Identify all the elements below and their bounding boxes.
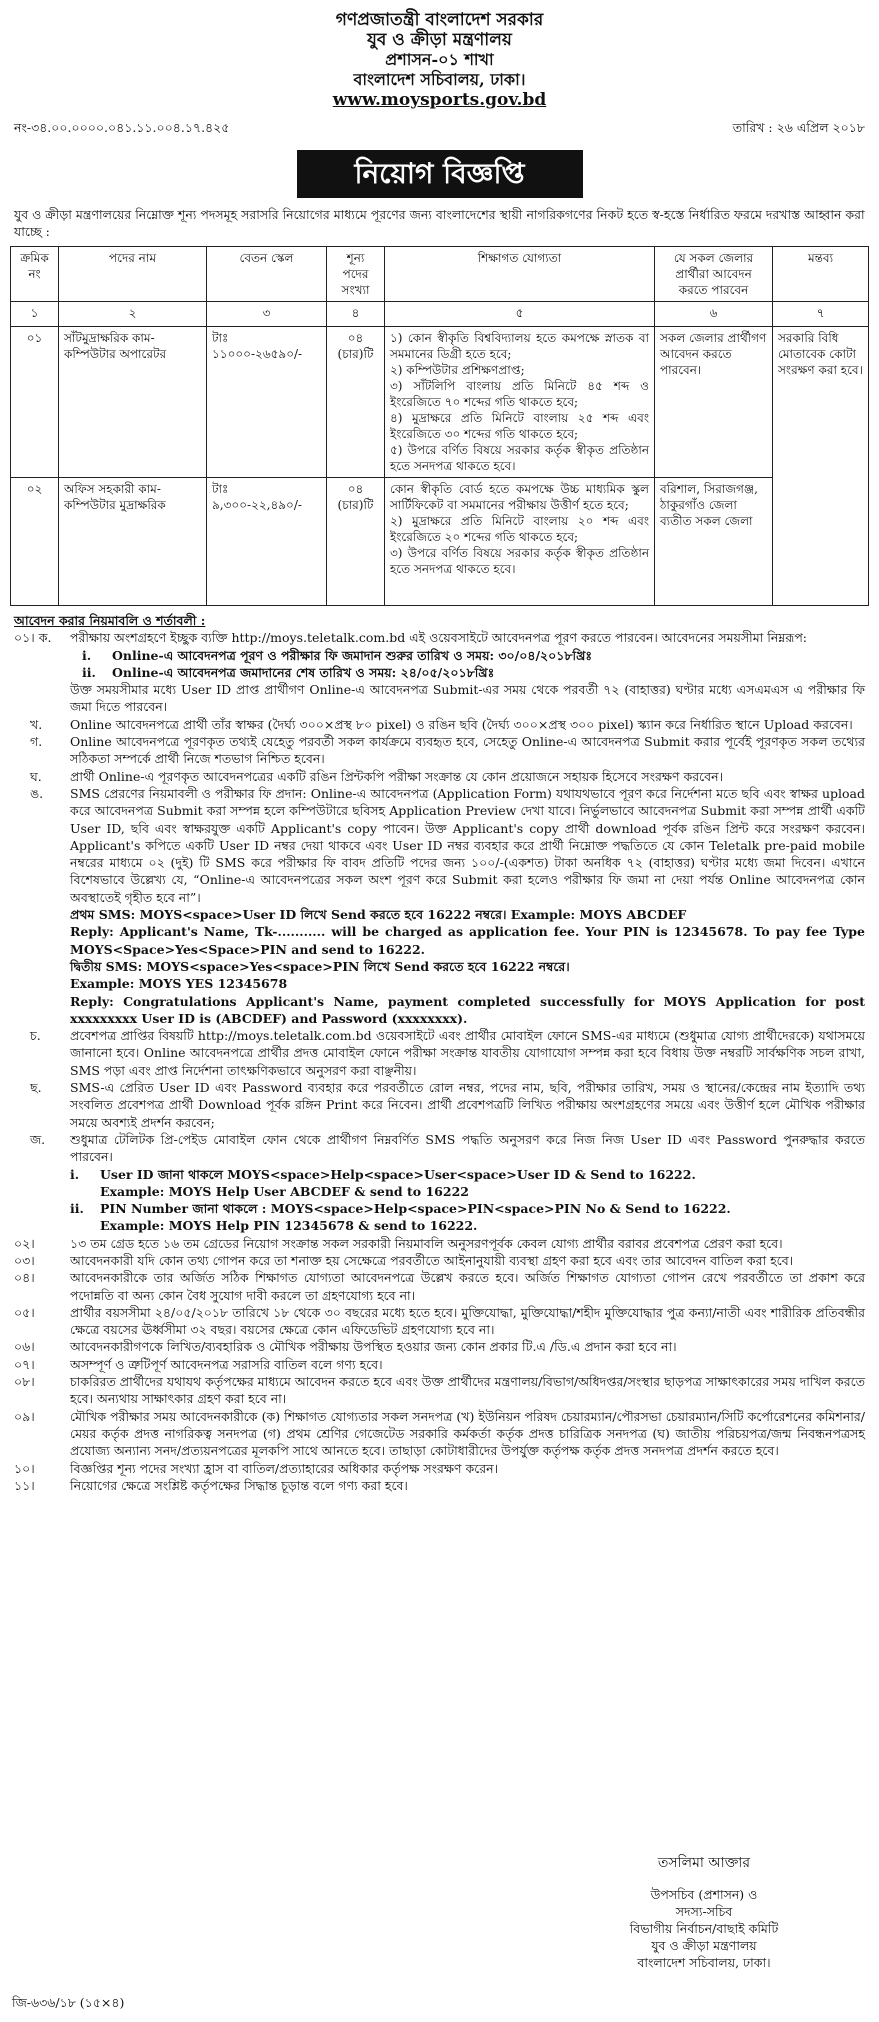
col-header: বেতন স্কেল	[207, 247, 327, 302]
sms-second: দ্বিতীয় SMS: MOYS<space>Yes<space>PIN লিখে Send করতে হবে 16222 নম্বরে।	[70, 958, 570, 974]
rule-text: অসম্পূর্ণ ও ত্রুটিপূর্ণ আবেদনপত্র সরাসরি বাতিল বলে গণ্য হবে।	[70, 1356, 383, 1372]
footer-code: জি-৬৩৬/১৮ (১৫×৪)	[12, 1995, 125, 2010]
signature-block	[589, 1855, 819, 1971]
qualification-cell	[385, 478, 655, 606]
memo-number: নং-৩৪.০০.০০০০.০৪১.১১.০০৪.১৭.৪২৫	[14, 120, 230, 135]
district-cell: বরিশাল, সিরাজগঞ্জ, ঠাকুরগাঁও জেলা ব্যতীত সকল জেলা	[655, 478, 773, 606]
signatory-role: সদস্য-সচিব	[675, 1904, 733, 1919]
clause-ja-ii	[14, 1200, 865, 1235]
sms-reply-second: Reply: Congratulations Applicant's Name, payment completed successfully for MOYS Application for post xxxxxxxxx User ID is (ABCDEF) and Password (xxxxxxxx).	[70, 993, 865, 1026]
notice-title-banner: নিয়োগ বিজ্ঞপ্তি	[297, 150, 583, 198]
rule-02	[14, 1235, 865, 1252]
rule-number: ১১।	[14, 1477, 35, 1493]
clause-letter: জ.	[30, 1131, 46, 1147]
rule-11	[14, 1477, 865, 1494]
qualification-item: ৫) উপরে বর্ণিত বিষয়ে সরকার কর্তৃক স্বীকৃত প্রতিষ্ঠান হতে সনদপত্র থাকতে হবে।	[390, 443, 649, 473]
signatory-committee: বিভাগীয় নির্বাচন/বাছাই কমিটি	[629, 1921, 779, 1936]
qualification-item: ২) মুদ্রাক্ষরে প্রতি মিনিটে বাংলায় ২০ শব্দ এবং ইংরেজিতে ২০ শব্দের গতি থাকতে হবে;	[390, 514, 649, 544]
sms-first: প্রথম SMS: MOYS<space>User ID লিখে Send করতে হবে 16222 নম্বরে। Example: MOYS ABCDEF	[70, 907, 687, 923]
col-number: ৩	[207, 302, 327, 327]
rule-number: ০৩।	[14, 1252, 35, 1268]
table-header-row	[11, 247, 869, 302]
qualification-item: ৪) মুদ্রাক্ষরে প্রতি মিনিটে বাংলায় ২৫ শব্দ এবং ইংরেজিতে ৩০ শব্দের গতি থাকতে হবে;	[390, 411, 649, 441]
qualification-item: ১) কোন স্বীকৃতি বিশ্ববিদ্যালয় হতে কমপক্ষে স্নাতক বা সমমানের ডিগ্রী হতে হবে;	[390, 331, 649, 361]
ministry-name: যুব ও ক্রীড়া মন্ত্রণালয়	[367, 30, 512, 50]
rule-number: ০৫।	[14, 1304, 35, 1320]
clause-letter: খ.	[30, 716, 43, 732]
clause-cha-text: প্রবেশপত্র প্রাপ্তির বিষয়টি http://moys.teletalk.com.bd ওয়েবসাইটে এবং প্রার্থীর মোবাইল ফোনে SMS-এর মাধ্যমে (শুধুমাত্র যোগ্য প্রার্থীদেরকে) যথাসময়ে জানানো হবে। Online আবেদনপত্রে প্রার্থীর প্রদত্ত মোবাইল ফোনে পরীক্ষা সংক্রান্ত যাবতীয় যোগাযোগ সম্পন্ন করা হবে বিধায় উক্ত নম্বরটি সার্বক্ষণিক সচল রাখা, SMS পড়া এবং প্রাপ্ত নির্দেশনা তাৎক্ষণিকভাবে অনুসরণ করা বাঞ্ছনীয়।	[70, 1028, 865, 1078]
post-name-cell: সাঁটমুদ্রাক্ষরিক কাম-কম্পিউটার অপারেটর	[59, 327, 207, 478]
qualification-item: ২) কম্পিউটার প্রশিক্ষণপ্রাপ্ত;	[390, 363, 525, 377]
clause-letter: ঘ.	[30, 768, 42, 784]
sms-example-second: Example: MOYS YES 12345678	[70, 976, 288, 992]
office-address: বাংলাদেশ সচিবালয়, ঢাকা।	[353, 70, 526, 89]
clause-gha-text: প্রার্থী Online-এ পূরণকৃত আবেদনপত্রের একটি রঙিন প্রিন্টকপি পরীক্ষা সংক্রান্ত যে কোন প্রয়োজনে সহায়ক হিসেবে সংরক্ষণ করবেন।	[70, 768, 724, 784]
rule-number: ০৬।	[14, 1339, 35, 1355]
clause-ka-text: পরীক্ষায় অংশগ্রহণে ইচ্ছুক ব্যক্তি http://moys.teletalk.com.bd এই ওয়েবসাইটে আবেদনপত্র পূরণ করতে পারবেন। আবেদনের সময়সীমা নিম্নরূপ:	[70, 630, 808, 646]
clause-ga-text: Online আবেদনপত্রে পূরণকৃত তথ্যই যেহেতু পরবর্তী সকল কার্যক্রমে ব্যবহৃত হবে, সেহেতু Online-এ আবেদনপত্র Submit করার পূর্বেই পূরণকৃত সকল তথ্যের সঠিকতা সম্পর্কে প্রার্থী নিজে শতভাগ নিশ্চিত হবেন।	[70, 734, 865, 767]
clause-ja-ii-body	[100, 1200, 865, 1235]
clause-kha-text: Online আবেদনপত্রে প্রার্থী তাঁর স্বাক্ষর (দৈর্ঘ্য ৩০০×প্রস্থ ৮০ pixel) ও রঙিন ছবি (দৈর্ঘ্য ৩০০×প্রস্থ ৩০০ pixel) স্ক্যান করে নির্ধারিত স্থানে Upload করবেন।	[70, 716, 853, 732]
col-header: যে সকল জেলার প্রার্থীরা আবেদন করতে পারবেন	[655, 247, 773, 302]
rule-text: চাকরিরত প্রার্থীদের যথাযথ কর্তৃপক্ষের মাধ্যমে আবেদন করতে হবে এবং উক্ত প্রার্থীদের মন্ত্রণালয়/বিভাগ/অধিদপ্তর/সংস্থার ছাড়পত্র সাক্ষাৎকারের সময় দাখিল করতে হবে। অন্যথায় সাক্ষাৎকার গ্রহণ করা হবে না।	[70, 1374, 865, 1407]
rule-number-text: ০১।	[14, 630, 35, 646]
clause-ka-note: উক্ত সময়সীমার মধ্যে User ID প্রাপ্ত প্রার্থীগণ Online-এ আবেদনপত্র Submit-এর সময় থেকে পরবর্তী ৭২ (বাহাত্তর) ঘণ্টার মধ্যে এসএমএস এ পরীক্ষার ফি জমা দিতে পারবেন।	[70, 682, 865, 715]
vacancy-count-cell: ০৪ (চার)টি	[327, 478, 385, 606]
roman-number: ii.	[70, 1201, 84, 1217]
intro-text: যুব ও ক্রীড়া মন্ত্রণালয়ের নিম্নোক্ত শূন্য পদসমূহ সরাসরি নিয়োগের মাধ্যমে পূরণের জন্য বাংলাদেশের স্থায়ী নাগরিকগণের নিকট হতে স্ব-হস্তে নির্ধারিত ফরমে দরখাস্ত আহ্বান করা যাচ্ছে :	[14, 207, 865, 239]
signatory-address: বাংলাদেশ সচিবালয়, ঢাকা।	[637, 1955, 771, 1970]
qualification-item: ৩) উপরে বর্ণিত বিষয়ে সরকার কর্তৃক স্বীকৃত প্রতিষ্ঠান হতে সনদপত্র থাকতে হবে।	[390, 546, 649, 576]
clause-ga	[14, 733, 865, 768]
roman-number: ii.	[82, 664, 96, 680]
roman-number: i.	[82, 647, 92, 663]
branch-name: প্রশাসন-০১ শাখা	[385, 50, 494, 69]
roman-number: i.	[70, 1166, 80, 1182]
clause-letter: চ.	[30, 1028, 41, 1044]
clause-cha	[14, 1027, 865, 1079]
signatory-designation: উপসচিব (প্রশাসন) ও	[650, 1887, 758, 1902]
clause-ka-ii	[70, 664, 865, 681]
clause-uma-text: SMS প্রেরণের নিয়মাবলী ও পরীক্ষার ফি প্রদান: Online-এ আবেদনপত্র (Application Form) যথাযথভাবে পূরণ করে নির্দেশনা মতে ছবি এবং স্বাক্ষর upload করে আবেদনপত্র Submit করা সম্পন্ন হলে কম্পিউটারে ছবিসহ Application Preview দেখা যাবে। নির্ভুলভাবে আবেদনপত্র Submit করা সম্পন্ন প্রার্থী একটি User ID, ছবি এবং স্বাক্ষরযুক্ত একটি Applicant's copy পাবেন। উক্ত Applicant's copy প্রার্থী download পূর্বক রঙিন প্রিন্ট করে সংরক্ষণ করবেন। Applicant's কপিতে একটি User ID নম্বর দেয়া থাকবে এবং User ID নম্বর ব্যবহার করে প্রার্থী নিম্নোক্ত পদ্ধতিতে যে কোন Teletalk pre-paid mobile নম্বরের মাধ্যমে ০২ (দুই) টি SMS করে পরীক্ষার ফি বাবদ প্রতিটি পদের জন্য ১০০/-(একশত) টাকা অনধিক ৭২ (বাহাত্তর) ঘণ্টার মধ্যে জমা দিবেন। এখানে বিশেষভাবে উল্লেখ্য যে, “Online-এ আবেদনপত্রের সকল অংশ পূরণ করে Submit করা হলেও পরীক্ষার ফি জমা না দেয়া পর্যন্ত Online আবেদনপত্র কোন অবস্থাতেই গৃহীত হবে না”।	[70, 785, 865, 905]
column-number-row	[11, 302, 869, 327]
remarks-cell: সরকারি বিধি মোতাবেক কোটা সংরক্ষণ করা হবে।	[773, 327, 869, 606]
table-row	[11, 327, 869, 478]
rule-body	[70, 629, 865, 715]
col-header: শূন্য পদের সংখ্যা	[327, 247, 385, 302]
rule-text: বিজ্ঞপ্তির শূন্য পদের সংখ্যা হ্রাস বা বাতিল/প্রত্যাহারের অধিকার কর্তৃপক্ষ সংরক্ষণ করেন।	[70, 1460, 499, 1476]
rule-text: আবেদনকারীগণকে লিখিত/ব্যবহারিক ও মৌখিক পরীক্ষায় উপস্থিত হওয়ার জন্য কোন প্রকার টি.এ /ডি.এ প্রদান করা হবে না।	[70, 1339, 677, 1355]
rule-number: ০৪।	[14, 1270, 35, 1286]
clause-ja-i-body	[100, 1166, 865, 1201]
rule-number: ০৮।	[14, 1374, 35, 1390]
rule-03	[14, 1252, 865, 1269]
rule-number	[14, 629, 70, 715]
col-number: ২	[59, 302, 207, 327]
serial-cell: ০২	[11, 478, 59, 606]
clause-ja-i	[14, 1166, 865, 1201]
rule-number: ০৯।	[14, 1408, 35, 1424]
col-number: ৭	[773, 302, 869, 327]
rule-number: ০২।	[14, 1235, 35, 1251]
clause-letter: গ.	[30, 734, 43, 750]
serial-cell: ০১	[11, 327, 59, 478]
clause-ja	[14, 1131, 865, 1166]
clause-chha	[14, 1079, 865, 1131]
qualification-cell	[385, 327, 655, 478]
col-header: শিক্ষাগত যোগ্যতা	[385, 247, 655, 302]
rule-text: মৌখিক পরীক্ষার সময় আবেদনকারীকে (ক) শিক্ষাগত যোগ্যতার সকল সনদপত্র (খ) ইউনিয়ন পরিষদ চেয়ারম্যান/পৌরসভা চেয়ারম্যান/সিটি কর্পোরেশনের কমিশনার/মেয়র কর্তৃক প্রদত্ত নাগরিকত্ব সনদপত্র (গ) প্রথম শ্রেণির গেজেটেড সরকারি কর্মকর্তা কর্তৃক প্রদত্ত চারিত্রিক সনদপত্র (ঘ) জাতীয় পরিচয়পত্র/জন্ম নিবন্ধনপত্রসহ প্রযোজ্য অন্যান্য সনদ/প্রত্যয়নপত্রের মূলকপি সাথে আনতে হবে। তাছাড়া কোটাধারীদের উপর্যুক্ত কর্তৃপক্ষ কর্তৃক প্রদত্ত সনদপত্র প্রদর্শন করতে হবে।	[70, 1408, 865, 1459]
sms-reply-first: Reply: Applicant's Name, Tk-........... will be charged as application fee. Your PIN is 12345678. To pay fee Type MOYS<Space>Yes<Space>PIN and send to 16222.	[70, 924, 865, 957]
clause-letter: ঙ.	[30, 785, 44, 801]
rule-07	[14, 1356, 865, 1373]
clause-chha-text: SMS-এ প্রেরিত User ID এবং Password ব্যবহার করে পরবর্তীতে রোল নম্বর, পদের নাম, ছবি, পরীক্ষার তারিখ, সময় ও স্থানের/কেন্দ্রের নাম ইত্যাদি তথ্য সংবলিত প্রবেশপত্র প্রার্থী Download পূর্বক রঙ্গিন Print করে নিবেন। প্রার্থী প্রবেশপত্রটি লিখিত পরীক্ষায় অংশগ্রহণের সময়ে এবং উত্তীর্ণ হলে মৌখিক পরীক্ষার সময়ে অবশ্যই প্রদর্শন করবেন;	[70, 1080, 865, 1130]
district-cell: সকল জেলার প্রার্থীগণ আবেদন করতে পারবেন।	[655, 327, 773, 478]
clause-ja-text: শুধুমাত্র টেলিটক প্রি-পেইড মোবাইল ফোন থেকে প্রার্থীগণ নিম্নবর্ণিত SMS পদ্ধতি অনুসরণ করে নিজ নিজ User ID এবং Password পুনরুদ্ধার করতে পারবেন।	[70, 1131, 865, 1165]
clause-uma	[14, 785, 865, 1027]
rule-text: নিয়োগের ক্ষেত্রে সংশ্লিষ্ট কর্তৃপক্ষের সিদ্ধান্ত চূড়ান্ত বলে গণ্য করা হবে।	[70, 1477, 408, 1493]
signatory-name: তসলিমা আক্তার	[657, 1855, 751, 1871]
col-number: ৬	[655, 302, 773, 327]
col-number: ৪	[327, 302, 385, 327]
vacancy-table	[10, 246, 869, 606]
rule-text: আবেদনকারীকে তার অর্জিত সঠিক শিক্ষাগত যোগ্যতা আবেদনপত্রে উল্লেখ করতে হবে। অর্জিত শিক্ষাগত যোগ্যতা গোপন রেখে পরবর্তীতে তা প্রকাশ করে পদোন্নতি বা অন্য কোন বৈধ সুযোগ দাবী করলে তা গ্রহণযোগ্য হবে না।	[70, 1270, 865, 1303]
rule-04	[14, 1269, 865, 1304]
rule-06	[14, 1338, 865, 1355]
col-header: ক্রমিক নং	[11, 247, 59, 302]
issue-date: তারিখ : ২৬ এপ্রিল ২০১৮	[732, 120, 865, 135]
clause-ja-i-text: User ID জানা থাকলে MOYS<space>Help<space>User<space>User ID & Send to 16222.	[100, 1166, 696, 1182]
rule-number: ১০।	[14, 1460, 35, 1476]
clause-gha	[14, 768, 865, 785]
clause-ja-i-example: Example: MOYS Help User ABCDEF & send to 16222	[100, 1183, 469, 1199]
col-header: মন্তব্য	[773, 247, 869, 302]
rule-number: ০৭।	[14, 1356, 35, 1372]
clause-ja-ii-text: PIN Number জানা থাকলে : MOYS<space>Help<space>PIN<space>PIN No & Send to 16222.	[100, 1201, 731, 1217]
qualification-item: কোন স্বীকৃতি বোর্ড হতে কমপক্ষে উচ্চ মাধ্যমিক স্কুল সার্টিফিকেট বা সমমানের পরীক্ষায় উত্তীর্ণ হতে হবে;	[390, 482, 649, 512]
rule-text: আবেদনকারী যদি কোন তথ্য গোপন করে তা শনাক্ত হয় সেক্ষেত্রে পরবর্তীতে আইনানুযায়ী ব্যবস্থা গ্রহণ করা হবে এবং তার আবেদন বাতিল করা হবে।	[70, 1252, 794, 1268]
rule-text: প্রার্থীর বয়সসীমা ২৪/০৫/২০১৮ তারিখে ১৮ থেকে ৩০ বছরের মধ্যে হতে হবে। মুক্তিযোদ্ধা, মুক্তিযোদ্ধা/শহীদ মুক্তিযোদ্ধার পুত্র কন্যা/নাতী এবং শারীরিক প্রতিবন্ধীর ক্ষেত্রে বয়সের ঊর্ধ্বসীমা ৩২ বছর। বয়সের ক্ষেত্রে কোন এফিডেভিট গ্রহণযোগ্য হবে না।	[70, 1304, 865, 1338]
clause-letter: ক.	[38, 630, 52, 646]
table-row	[11, 478, 869, 606]
col-header: পদের নাম	[59, 247, 207, 302]
qualification-item: ৩) সাঁটলিপি বাংলায় প্রতি মিনিটে ৪৫ শব্দ ও ইংরেজিতে ৭০ শব্দের গতি থাকতে হবে;	[390, 379, 649, 409]
clause-uma-body	[70, 785, 865, 1027]
pay-scale-cell: টাঃ ১১০০০-২৬৫৯০/-	[207, 327, 327, 478]
pay-scale-cell: টাঃ ৯,৩০০-২২,৪৯০/-	[207, 478, 327, 606]
vacancy-count-cell: ০৪ (চার)টি	[327, 327, 385, 478]
rule-05	[14, 1304, 865, 1339]
clause-ka-i	[70, 647, 865, 664]
govt-name: গণপ্রজাতন্ত্রী বাংলাদেশ সরকার	[335, 10, 544, 30]
letterhead	[10, 0, 869, 110]
clause-kha	[14, 716, 865, 733]
signatory-ministry: যুব ও ক্রীড়া মন্ত্রণালয়	[651, 1938, 757, 1953]
website-link[interactable]: www.moysports.gov.bd	[332, 90, 547, 110]
rule-08	[14, 1373, 865, 1408]
clause-ja-body	[70, 1131, 865, 1166]
col-number: ৫	[385, 302, 655, 327]
clause-ka-ii-text: Online-এ আবেদনপত্র জমাদানের শেষ তারিখ ও সময়: ২৪/০৫/২০১৮খ্রিঃ	[112, 664, 495, 680]
post-name-cell: অফিস সহকারী কাম-কম্পিউটার মুদ্রাক্ষরিক	[59, 478, 207, 606]
rule-text: ১৩ তম গ্রেড হতে ১৬ তম গ্রেডের নিয়োগ সংক্রান্ত সকল সরকারী নিয়মাবলি অনুসরণপূর্বক কেবল যোগ্য প্রার্থীর বরাবর প্রবেশপত্র প্রেরণ করা হবে।	[70, 1235, 783, 1251]
rule-09	[14, 1408, 865, 1460]
clause-ka-i-text: Online-এ আবেদনপত্র পূরণ ও পরীক্ষার ফি জমাদান শুরুর তারিখ ও সময়: ৩০/০৪/২০১৮খ্রিঃ	[112, 647, 593, 663]
rules-section	[10, 612, 869, 1494]
rules-title: আবেদন করার নিয়মাবলি ও শর্তাবলী :	[14, 613, 206, 628]
reference-row	[10, 120, 869, 140]
clause-letter: ছ.	[30, 1080, 42, 1096]
col-number: ১	[11, 302, 59, 327]
rule-01	[14, 629, 865, 715]
rule-10	[14, 1460, 865, 1477]
clause-ja-ii-example: Example: MOYS Help PIN 12345678 & send to 16222.	[100, 1218, 478, 1234]
